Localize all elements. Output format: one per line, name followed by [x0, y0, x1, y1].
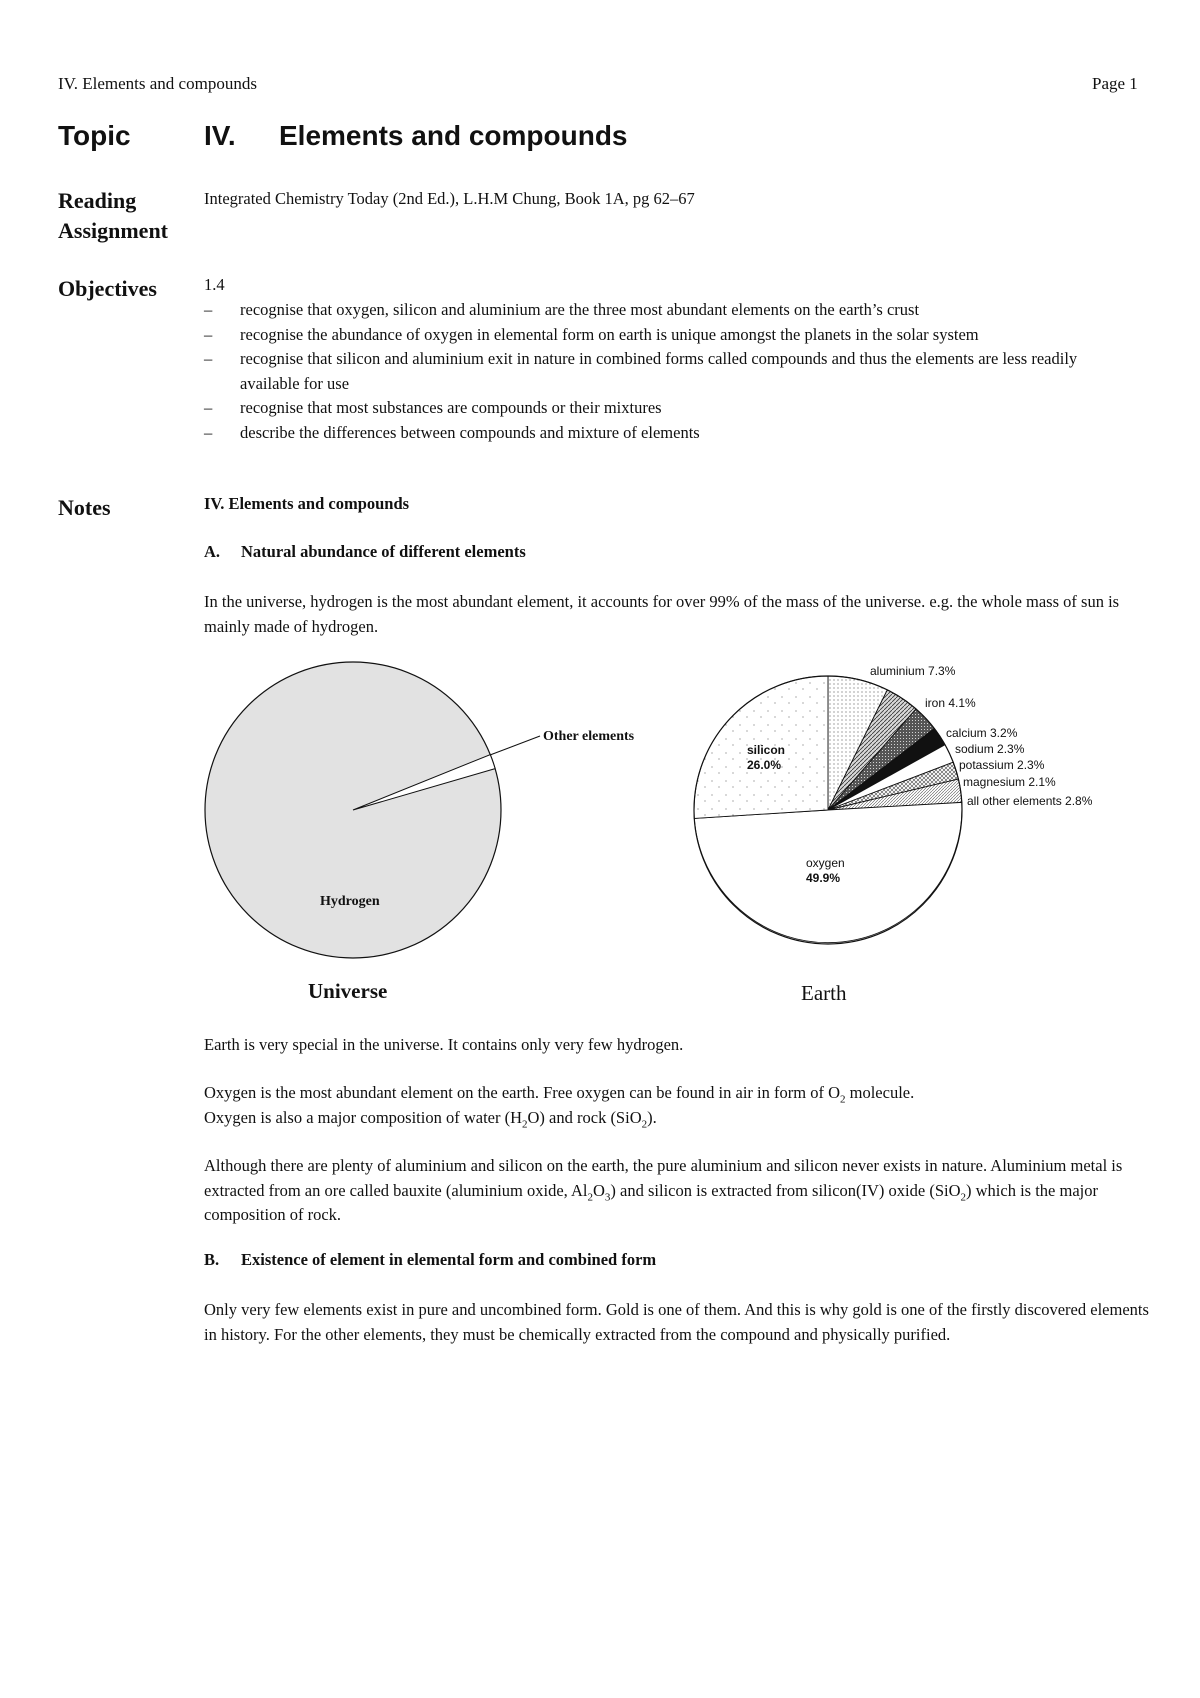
oxygen-sub-3: 2: [641, 1117, 648, 1130]
earth-label-calcium: calcium 3.2%: [946, 726, 1018, 740]
oxygen-text-2: molecule.: [845, 1083, 915, 1102]
section-b-paragraph: Only very few elements exist in pure and uncombined form. Gold is one of them. And this is why gold is one of the firstly discovered elements in history. For the other elements, they must be chemically extracted from the compound and physically purified.: [204, 1300, 1149, 1344]
section-b-title: Existence of element in elemental form and combined form: [241, 1250, 657, 1269]
topic-title: Elements and compounds: [279, 120, 628, 151]
oxygen-paragraph: [204, 1081, 1150, 1130]
alum-text-2: O: [593, 1180, 605, 1200]
alum-text-4: ) which is the major composition of rock.: [204, 1180, 1098, 1224]
notes-heading: IV. Elements and compounds: [204, 494, 410, 513]
objective-item: – recognise that oxygen, silicon and aluminium are the three most abundant elements on the earth’s crust: [204, 298, 1124, 323]
earth-label-oxygen-pct: 49.9%: [806, 871, 841, 885]
earth-label-silicon-pct: 26.0%: [747, 758, 782, 772]
earth-label-silicon: silicon: [747, 743, 786, 757]
earth-paragraph: Earth is very special in the universe. It contains only very few hydrogen.: [204, 1035, 684, 1054]
earth-label-oxygen: oxygen: [806, 856, 845, 870]
page-number: Page 1: [1092, 74, 1138, 93]
objective-item: – describe the differences between compounds and mixture of elements: [204, 421, 1124, 446]
section-a-paragraph: In the universe, hydrogen is the most abundant element, it accounts for over 99% of the mass of the universe. e.g. the whole mass of sun is mainly made of hydrogen.: [204, 592, 1120, 636]
reading-label-line2: Assignment: [58, 218, 169, 243]
earth-label-aluminium: aluminium 7.3%: [870, 664, 956, 678]
oxygen-sub-1: 2: [840, 1093, 846, 1106]
aluminium-paragraph: [204, 1154, 1150, 1228]
alum-sub-3: 2: [960, 1190, 966, 1203]
objective-item: – recognise the abundance of oxygen in elemental form on earth is unique amongst the planets in the solar system: [204, 323, 1124, 348]
topic-label: Topic: [58, 120, 131, 151]
earth-label-sodium: sodium 2.3%: [955, 742, 1025, 756]
hydrogen-label: Hydrogen: [320, 894, 380, 909]
earth-title: Earth: [801, 981, 847, 1005]
running-title: IV. Elements and compounds: [58, 74, 257, 93]
alum-sub-2: 3: [604, 1190, 611, 1203]
section-a-title: Natural abundance of different elements: [241, 542, 526, 561]
earth-label-magnesium: magnesium 2.1%: [963, 775, 1056, 789]
alum-text-3: ) and silicon is extracted from silicon(IV) oxide (SiO: [610, 1180, 961, 1200]
other-elements-label: Other elements: [543, 729, 635, 744]
oxygen-text-1: Oxygen is the most abundant element on the earth. Free oxygen can be found in air in form of O: [204, 1083, 840, 1102]
other-elements-leader: [490, 736, 540, 755]
earth-label-all-other: all other elements 2.8%: [967, 794, 1093, 808]
earth-slices: [694, 676, 962, 943]
oxygen-sub-2: 2: [522, 1117, 528, 1130]
objective-item: – recognise that most substances are compounds or their mixtures: [204, 396, 1124, 421]
notes-label: Notes: [58, 495, 111, 520]
section-a-letter: A.: [204, 542, 221, 561]
earth-pie-chart: [680, 650, 1160, 1010]
objectives-label: Objectives: [58, 276, 157, 301]
objectives-list: [204, 298, 1124, 445]
reading-text: Integrated Chemistry Today (2nd Ed.), L.H.M Chung, Book 1A, pg 62–67: [204, 189, 695, 208]
universe-pie-chart: [190, 650, 670, 1010]
earth-label-potassium: potassium 2.3%: [959, 758, 1045, 772]
reading-label: [58, 186, 168, 246]
reading-label-line1: Reading: [58, 188, 137, 213]
section-b-letter: B.: [204, 1250, 220, 1269]
oxygen-text-5: ).: [647, 1107, 657, 1127]
alum-text-1: Although there are plenty of aluminium and silicon on the earth, the pure aluminium and silicon never exists in nature. Aluminium metal is extracted from an ore called bauxite (aluminium oxide, Al: [204, 1156, 1123, 1200]
topic-number: IV.: [204, 120, 236, 151]
oxygen-text-3: Oxygen is also a major composition of water (H: [204, 1107, 523, 1127]
oxygen-text-4: O) and rock (SiO: [527, 1107, 642, 1127]
objective-item: – recognise that silicon and aluminium exit in nature in combined forms called compounds and thus the elements are less readily available for use: [204, 347, 1124, 396]
alum-sub-1: 2: [587, 1190, 593, 1203]
earth-label-iron: iron 4.1%: [925, 696, 976, 710]
universe-title: Universe: [308, 979, 388, 1003]
objectives-code: 1.4: [204, 275, 225, 294]
